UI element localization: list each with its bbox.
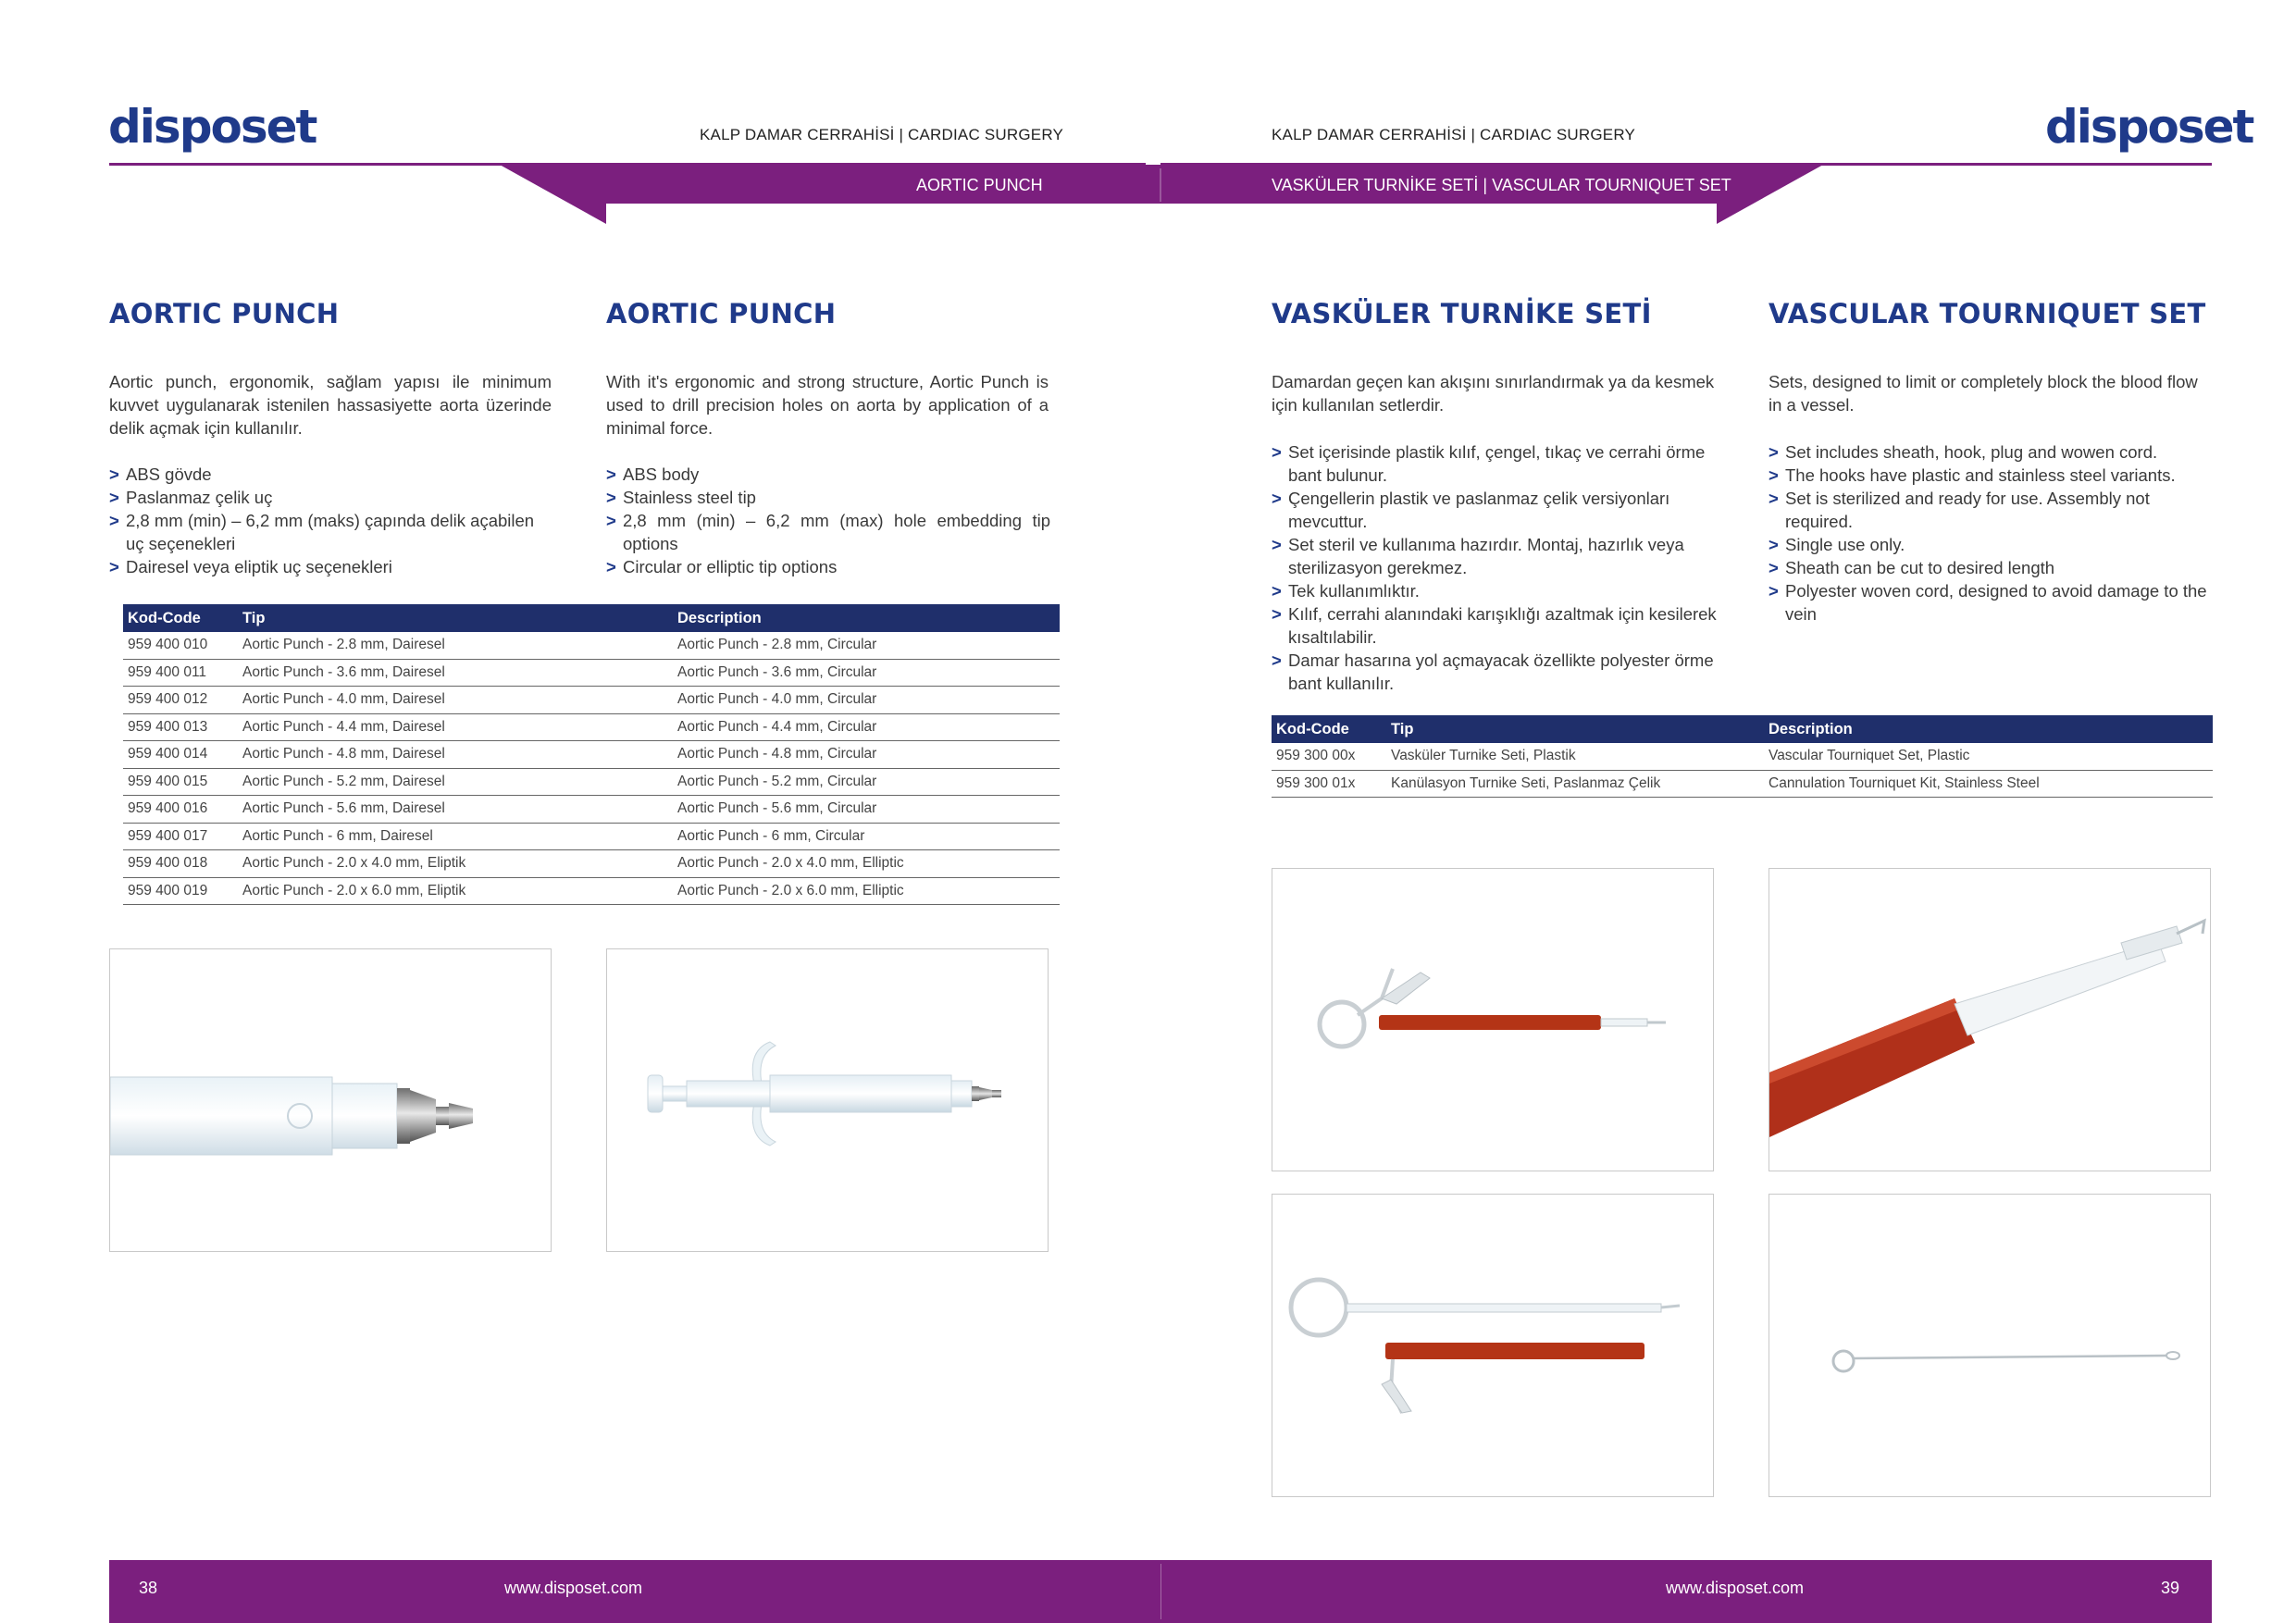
- cell-tip: Kanülasyon Turnike Seti, Paslanmaz Çelik: [1386, 770, 1764, 798]
- table-row: [123, 823, 1060, 850]
- cell-description: Aortic Punch - 3.6 mm, Circular: [673, 659, 1060, 687]
- aortic-punch-tip-photo: [109, 948, 552, 1252]
- list-item: > Circular or elliptic tip options: [606, 557, 838, 576]
- intro-en-left: With it's ergonomic and strong structure, Aortic Punch is used to drill precision holes on aorta by application of a minimal force.: [606, 372, 1049, 438]
- list-item: > The hooks have plastic and stainless steel variants.: [1769, 465, 2176, 485]
- list-item: > Set includes sheath, hook, plug and wowen cord.: [1769, 442, 2158, 462]
- section-label-left: AORTIC PUNCH: [916, 176, 1043, 194]
- table-row: [123, 768, 1060, 796]
- website-link-right[interactable]: www.disposet.com: [1666, 1579, 1805, 1597]
- intro-en-right: Sets, designed to limit or completely block the blood flow in a vessel.: [1769, 372, 2198, 415]
- category-right: KALP DAMAR CERRAHİSİ | CARDIAC SURGERY: [1272, 126, 1636, 143]
- title-tr-left: AORTIC PUNCH: [109, 298, 340, 329]
- cell-tip: Aortic Punch - 3.6 mm, Dairesel: [238, 659, 673, 687]
- tourniquet-components-photo: [1272, 1194, 1714, 1497]
- cell-code: 959 300 00x: [1272, 743, 1386, 770]
- table-header-code: Kod-Code: [1272, 715, 1386, 743]
- cell-code: 959 400 010: [123, 632, 238, 659]
- section-label-right: VASKÜLER TURNİKE SETİ | VASCULAR TOURNIQUET SET: [1272, 176, 1731, 194]
- cell-code: 959 400 018: [123, 850, 238, 878]
- list-item: > Çengellerin plastik ve paslanmaz çelik versiyonları mevcuttur.: [1272, 489, 1670, 531]
- table-row: [123, 796, 1060, 824]
- cell-description: Aortic Punch - 5.2 mm, Circular: [673, 768, 1060, 796]
- title-tr-right: VASKÜLER TURNİKE SETİ: [1272, 298, 1652, 329]
- table-row: [123, 877, 1060, 905]
- cell-code: 959 400 011: [123, 659, 238, 687]
- website-link-left[interactable]: www.disposet.com: [504, 1579, 643, 1597]
- table-row: [123, 741, 1060, 769]
- bullet-list-tr-right: [1272, 440, 1725, 695]
- table-row: [123, 687, 1060, 714]
- table-header-tip: Tip: [1386, 715, 1764, 743]
- cell-tip: Vasküler Turnike Seti, Plastik: [1386, 743, 1764, 770]
- list-item: > ABS gövde: [109, 465, 212, 484]
- cell-tip: Aortic Punch - 6 mm, Dairesel: [238, 823, 673, 850]
- table-row: [123, 659, 1060, 687]
- bullet-list-en-left: [606, 463, 1050, 578]
- cell-code: 959 300 01x: [1272, 770, 1386, 798]
- cell-code: 959 400 017: [123, 823, 238, 850]
- intro-tr-right: Damardan geçen kan akışını sınırlandırmak ya da kesmek için kullanılan setlerdir.: [1272, 372, 1715, 415]
- list-item: > Paslanmaz çelik uç: [109, 488, 273, 507]
- cell-description: Aortic Punch - 4.0 mm, Circular: [673, 687, 1060, 714]
- product-table-right: [1272, 715, 2213, 798]
- cell-code: 959 400 012: [123, 687, 238, 714]
- intro-tr-left: Aortic punch, ergonomik, sağlam yapısı ile minimum kuvvet uygulanarak istenilen hassasiyette aorta üzerinde delik açmak için kullanılır.: [109, 372, 552, 438]
- cell-code: 959 400 015: [123, 768, 238, 796]
- cell-tip: Aortic Punch - 5.2 mm, Dairesel: [238, 768, 673, 796]
- page-number-right: 39: [2161, 1579, 2180, 1597]
- cell-code: 959 400 016: [123, 796, 238, 824]
- aortic-punch-full-photo: [606, 948, 1049, 1252]
- header-band: [0, 0, 2296, 241]
- cell-tip: Aortic Punch - 5.6 mm, Dairesel: [238, 796, 673, 824]
- list-item: > Set içerisinde plastik kılıf, çengel, tıkaç ve cerrahi örme bant bulunur.: [1272, 442, 1706, 485]
- list-item: > Dairesel veya eliptik uç seçenekleri: [109, 557, 392, 576]
- cell-description: Aortic Punch - 2.8 mm, Circular: [673, 632, 1060, 659]
- cell-tip: Aortic Punch - 2.0 x 6.0 mm, Eliptik: [238, 877, 673, 905]
- list-item: > Polyester woven cord, designed to avoid damage to the vein: [1769, 581, 2207, 624]
- cell-description: Aortic Punch - 4.8 mm, Circular: [673, 741, 1060, 769]
- list-item: > Set is sterilized and ready for use. Assembly not required.: [1769, 489, 2150, 531]
- table-header-description: Description: [1764, 715, 2213, 743]
- table-row: [123, 713, 1060, 741]
- table-row: [123, 850, 1060, 878]
- cell-description: Aortic Punch - 4.4 mm, Circular: [673, 713, 1060, 741]
- footer-divider: [1160, 1564, 1161, 1619]
- list-item: > Tek kullanımlıktır.: [1272, 581, 1420, 601]
- list-item: > Damar hasarına yol açmayacak özellikte polyester örme bant kullanılır.: [1272, 650, 1714, 693]
- cell-description: Aortic Punch - 2.0 x 6.0 mm, Elliptic: [673, 877, 1060, 905]
- table-header-code: Kod-Code: [123, 604, 238, 632]
- list-item: > ABS body: [606, 465, 700, 484]
- table-header-description: Description: [673, 604, 1060, 632]
- list-item: > 2,8 mm (min) – 6,2 mm (max) hole embedding tip options: [606, 511, 1050, 553]
- title-en-right: VASCULAR TOURNIQUET SET: [1769, 298, 2206, 329]
- table-header-tip: Tip: [238, 604, 673, 632]
- cell-tip: Aortic Punch - 4.4 mm, Dairesel: [238, 713, 673, 741]
- tourniquet-closeup-photo: [1769, 868, 2211, 1171]
- table-row: [1272, 743, 2213, 770]
- list-item: > Stainless steel tip: [606, 488, 756, 507]
- table-row: [123, 632, 1060, 659]
- brand-logo-right: disposet: [2045, 100, 2253, 154]
- list-item: > Single use only.: [1769, 535, 1905, 554]
- page-number-left: 38: [139, 1579, 158, 1597]
- cell-description: Aortic Punch - 6 mm, Circular: [673, 823, 1060, 850]
- cell-tip: Aortic Punch - 2.8 mm, Dairesel: [238, 632, 673, 659]
- cell-tip: Aortic Punch - 2.0 x 4.0 mm, Eliptik: [238, 850, 673, 878]
- category-left: KALP DAMAR CERRAHİSİ | CARDIAC SURGERY: [700, 126, 1064, 143]
- bullet-list-tr-left: [109, 463, 553, 578]
- bullet-list-en-right: [1769, 440, 2213, 626]
- cell-code: 959 400 019: [123, 877, 238, 905]
- brand-logo-left: disposet: [108, 100, 316, 154]
- tourniquet-plastic-photo: [1272, 868, 1714, 1171]
- tourniquet-cord-photo: [1769, 1194, 2211, 1497]
- cell-description: Aortic Punch - 2.0 x 4.0 mm, Elliptic: [673, 850, 1060, 878]
- cell-description: Vascular Tourniquet Set, Plastic: [1764, 743, 2213, 770]
- title-en-left: AORTIC PUNCH: [606, 298, 837, 329]
- list-item: > Sheath can be cut to desired length: [1769, 558, 2055, 577]
- cell-tip: Aortic Punch - 4.8 mm, Dairesel: [238, 741, 673, 769]
- list-item: > Kılıf, cerrahi alanındaki karışıklığı azaltmak için kesilerek kısaltılabilir.: [1272, 604, 1717, 647]
- list-item: > 2,8 mm (min) – 6,2 mm (maks) çapında delik açabilen uç seçenekleri: [109, 511, 535, 553]
- cell-description: Aortic Punch - 5.6 mm, Circular: [673, 796, 1060, 824]
- cell-code: 959 400 014: [123, 741, 238, 769]
- list-item: > Set steril ve kullanıma hazırdır. Montaj, hazırlık veya sterilizasyon gerekmez.: [1272, 535, 1684, 577]
- cell-code: 959 400 013: [123, 713, 238, 741]
- cell-description: Cannulation Tourniquet Kit, Stainless Steel: [1764, 770, 2213, 798]
- table-row: [1272, 770, 2213, 798]
- cell-tip: Aortic Punch - 4.0 mm, Dairesel: [238, 687, 673, 714]
- product-table-left: [123, 604, 1060, 905]
